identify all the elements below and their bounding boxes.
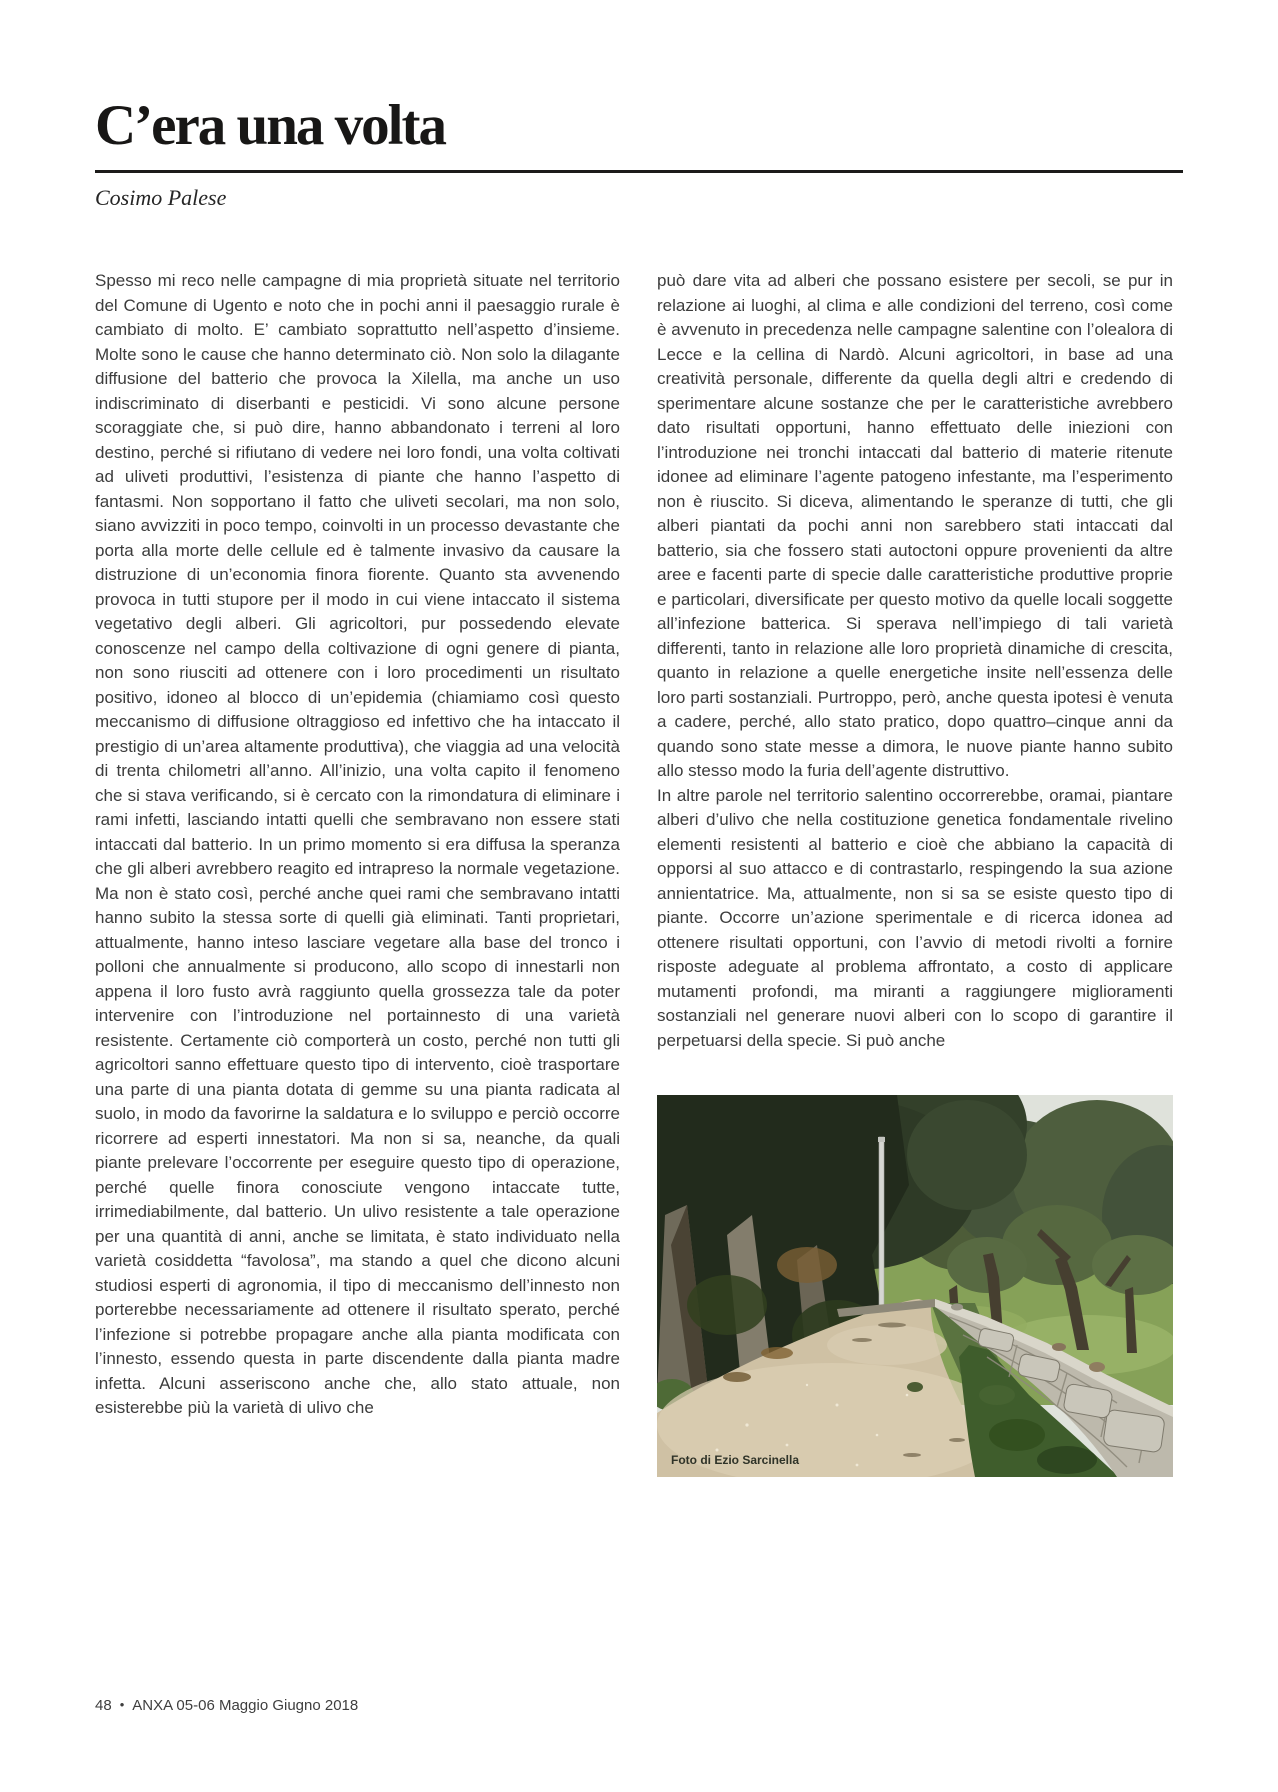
photo-utility-pole (878, 1137, 885, 1305)
article-header (95, 94, 1183, 211)
paragraph-right-1: può dare vita ad alberi che possano esistere per secoli, se pur in relazione ai luoghi, al clima e alle condizioni del terreno, così come è avvenuto in precedenza nelle campagne salentine con l’olealora di Lecce e la cellina di Nardò. Alcuni agricoltori, in base ad una creatività personale, differente da quella degli altri e credendo di sperimentare alcune sostanze che per le caratteristiche avrebbero dato risultati opportuni, hanno effettuato delle iniezioni con l’introduzione nei tronchi intaccati dal batterio di materie ritenute idonee ad eliminare l’agente patogeno infestante, ma l’esperimento non è riuscito. Si diceva, alimentando le speranze di tutti, che gli alberi piantati da pochi anni non sarebbero stati intaccati dal batterio, sia che fossero stati autoctoni oppure provenienti da altre aree e facenti parte di specie dalle caratteristiche produttive proprie e particolari, diversificate per questo motivo da quelle locali soggette all’infezione batterica. Si sperava nell’impiego di tali varietà differenti, tanto in relazione alle loro proprietà dinamiche di crescita, quanto in relazione a quelle energetiche insite nell’essenza delle loro parti sostanziali. Purtroppo, però, anche questa ipotesi è venuta a cadere, perché, allo stato pratico, dopo quattro–cinque anni da quando sono state messe a dimora, le nuove piante hanno subito allo stesso modo la furia dell’agente distruttivo. (657, 271, 1173, 780)
author-byline: Cosimo Palese (95, 185, 227, 210)
article-column-left (95, 269, 620, 1477)
footer-separator: • (119, 1697, 125, 1712)
page-title: C’era una volta (95, 94, 445, 157)
olive-road-photo-illustration (657, 1095, 1173, 1477)
photo-credit: Foto di Ezio Sarcinella (671, 1453, 800, 1467)
page-footer (95, 1697, 358, 1714)
article-photo (657, 1095, 1173, 1477)
article-column-right (657, 269, 1173, 1477)
title-rule (95, 170, 1183, 173)
paragraph-right-2: In altre parole nel territorio salentino occorrerebbe, oramai, piantare alberi d’ulivo che nella costituzione genetica fondamentale rivelino elementi resistenti al batterio e cioè che abbiano la capacità di opporsi al suo attacco e di contrastarlo, respingendo la sua azione annientatrice. Ma, attualmente, non si sa se esiste questo tipo di piante. Occorre un’azione sperimentale e di ricerca idonea ad ottenere risultati opportuni, con l’avvio di metodi rivolti a fornire risposte adeguate al problema affrontato, a costo di applicare mutamenti profondi, ma miranti a raggiungere miglioramenti sostanziali nel generare nuovi alberi con lo scopo di garantire il perpetuarsi della specie. Si può anche (657, 785, 1173, 1050)
article-body (95, 269, 1183, 1477)
footer-page-number: 48 (95, 1697, 112, 1714)
paragraph-left: Spesso mi reco nelle campagne di mia proprietà situate nel territorio del Comune di Ugento e noto che in pochi anni il paesaggio rurale è cambiato di molto. E’ cambiato soprattutto nell’aspetto d’insieme. Molte sono le cause che hanno determinato ciò. Non solo la dilagante diffusione del batterio che provoca la Xilella, ma anche un uso indiscriminato di diserbanti e pesticidi. Vi sono alcune persone scoraggiate che, si può dire, hanno abbandonato i terreni al loro destino, perché si rifiutano di vedere nei loro fondi, una volta coltivati ad uliveti produttivi, l’esistenza di piante che hanno l’aspetto di fantasmi. Non sopportano il fatto che uliveti secolari, ma non solo, siano avvizziti in poco tempo, coinvolti in un processo devastante che porta alla morte delle cellule ed è talmente invasivo da causare la distruzione di un’economia finora fiorente. Quanto sta avvenendo provoca in tutti stupore per il modo in cui viene intaccato il sistema vegetativo degli alberi. Gli agricoltori, pur possedendo elevate conoscenze nel campo della coltivazione di ogni genere di pianta, non sono riusciti ad ottenere con i loro procedimenti un risultato positivo, idoneo al blocco di un’epidemia (chiamiamo così questo meccanismo di diffusione oltraggioso ed infettivo che ha intaccato il prestigio di un’area altamente produttiva), che viaggia ad una velocità di trenta chilometri all’anno. All’inizio, una volta capito il fenomeno che si stava verificando, si è cercato con la rimondatura di eliminare i rami infetti, lasciando intatti quelli che sembravano non essere stati intaccati dal batterio. In un primo momento si era diffusa la speranza che gli alberi avrebbero reagito ed intrapreso la normale vegetazione. Ma non è stato così, perché anche quei rami che sembravano intatti hanno subito la stessa sorte di quelli già eliminati. Tanti proprietari, attualmente, hanno inteso lasciare vegetare alla base del tronco i polloni che annualmente si producono, allo scopo di innestarli non appena il loro fusto avrà raggiunto quella grossezza tale da poter intervenire con l’introduzione nel portainnesto di una varietà resistente. Certamente ciò comporterà un costo, perché non tutti gli agricoltori sanno effettuare questo tipo di intervento, cioè trasportare una parte di una pianta dotata di gemme su una pianta radicata al suolo, in modo da favorirne la saldatura e lo sviluppo e perciò occorre ricorrere ad esperti innestatori. Ma non si sa, neanche, da quali piante prelevare l’occorrente per eseguire questo tipo di operazione, perché quelle finora conosciute vengono intaccate tutte, irrimediabilmente, dal batterio. Un ulivo resistente a tale operazione per una quantità di anni, anche se limitata, è stato individuato nella varietà cosiddetta “favolosa”, ma stando a quel che dicono alcuni studiosi esperti di agronomia, il tipo di meccanismo dell’innesto non porterebbe necessariamente ad ottenere il risultato sperato, perché l’infezione si potrebbe propagare anche alla pianta modificata con l’innesto, essendo questa in parte discendente dalla pianta madre infetta. Alcuni asseriscono anche che, allo stato attuale, non esisterebbe più la varietà di ulivo che (95, 271, 620, 1417)
footer-issue: ANXA 05-06 Maggio Giugno 2018 (132, 1697, 359, 1714)
